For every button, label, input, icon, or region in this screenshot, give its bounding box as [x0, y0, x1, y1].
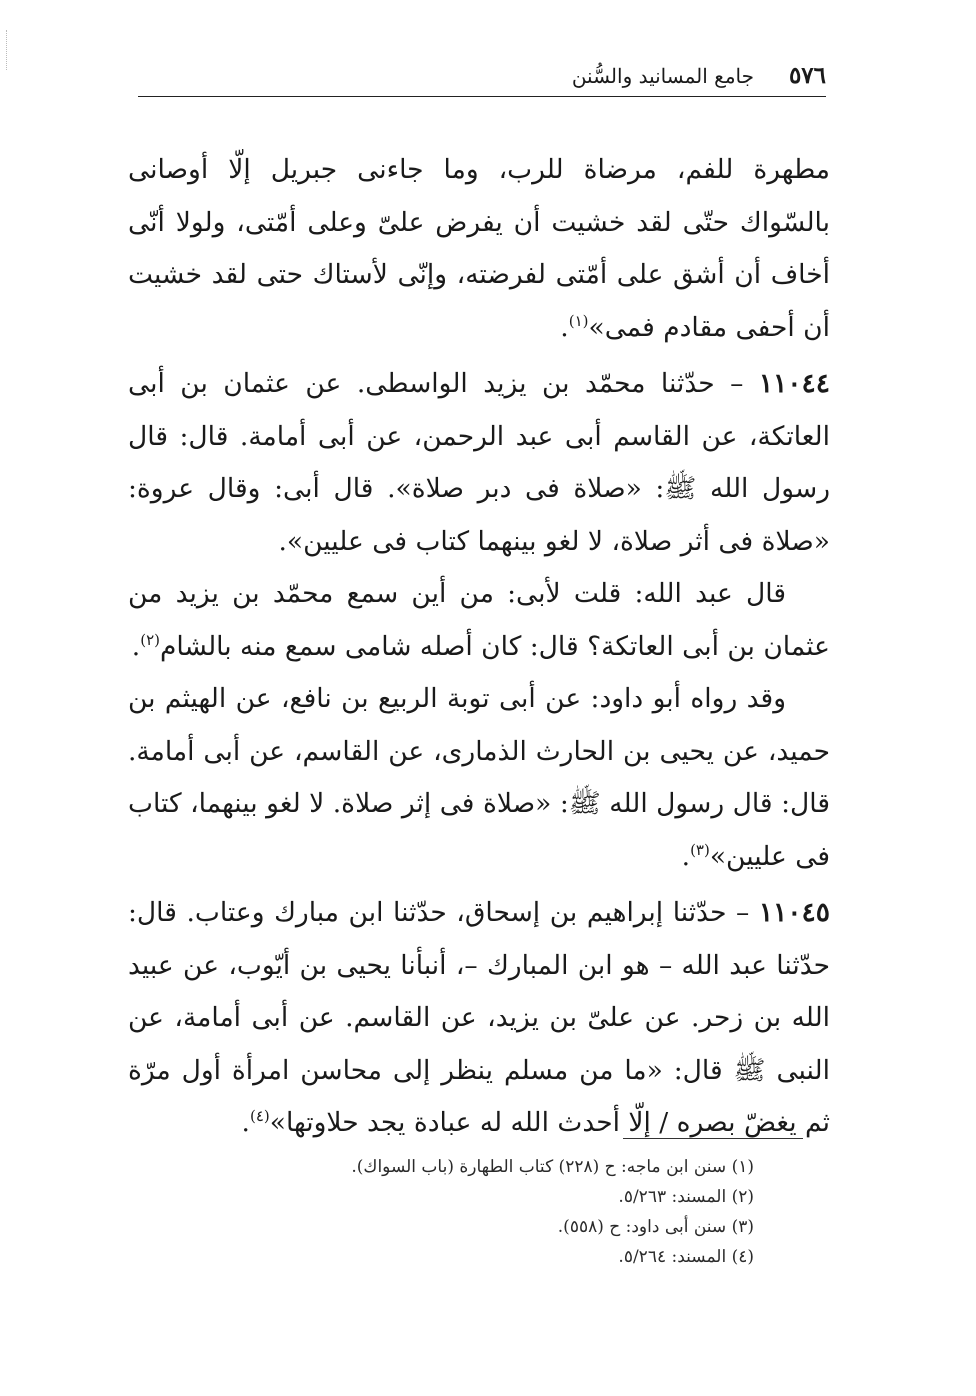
footnote-1: (١) سنن ابن ماجه: ح (٢٢٨) كتاب الطهارة (باب السواك).: [351, 1157, 754, 1177]
hadith-text: – حدّثنا إبراهيم بن إسحاق، حدّثنا ابن مبارك وعتاب. قال: حدّثنا عبد الله – هو ابن المبارك –، أنبأنا يحيى بن أيّوب، عن عبيد الله بن زحر. عن علىّ بن يزيد، عن القاسم. عن أبى أمامة، عن النبى ﷺ قال: «ما من مسلم ينظر إلى محاسن امرأة أول مرّة ثم يغضّ بصره / إلّا أحدث الله له عبادة يجد حلاوتها»: [128, 897, 830, 1138]
footnote-ref-4: (٤): [249, 1107, 270, 1126]
end-dot: .: [131, 630, 141, 662]
page-number: ٥٧٦: [788, 62, 826, 89]
main-text: [128, 144, 830, 1150]
running-title: جامع المسانيد والسُّنن: [571, 64, 754, 88]
hadith-11044: [128, 358, 830, 568]
footnote-ref-3: (٣): [690, 840, 710, 859]
footnote-ref-1: (١): [568, 311, 589, 330]
end-dot: .: [681, 840, 691, 872]
footnotes: [154, 1152, 754, 1272]
paragraph-text: قال عبد الله: قلت لأبى: من أين سمع محمّد بن يزيد من عثمان بن أبى العاتكة؟ قال: كان أصله شامى سمع منه بالشام: [128, 578, 830, 662]
hadith-text: – حدّثنا محمّد بن يزيد الواسطى. عن عثمان بن أبى العاتكة، عن القاسم أبى عبد الرحمن، عن أبى أمامة. قال: قال رسول الله ﷺ: «صلاة فى دبر صلاة». قال أبى: وقال عروة: «صلاة فى أثر صلاة، لا لغو بينهما كتاب فى عليين».: [128, 368, 830, 557]
footnote-separator: [623, 1138, 803, 1139]
scan-gutter-mark: [6, 30, 8, 70]
paragraph-3: [128, 568, 830, 673]
footnote-ref-2: (٢): [140, 630, 160, 649]
footnote-4: (٤) المسند: ٥/٢٦٤.: [618, 1247, 754, 1267]
end-dot: .: [560, 311, 569, 343]
paragraph-1: [128, 144, 830, 354]
hadith-11045: [128, 887, 830, 1150]
paragraph-text: وقد رواه أبو داود: عن أبى توبة الربيع بن نافع، عن الهيثم بن حميد، عن يحيى بن الحارث الذمارى، عن القاسم، عن أبى أمامة. قال: قال رسول الله ﷺ: «صلاة فى إثر صلاة. لا لغو بينهما، كتاب فى عليين»: [128, 683, 830, 872]
paragraph-text: مطهرة للفم، مرضاة للرب، وما جاءنى جبريل إلّا أوصانى بالسّواك حتّى لقد خشيت أن يفرض علىّ وعلى أمّتى، ولولا أنّى أخاف أن أشق على أمّتى لفرضته، وإنّى لأستاك حتى لقد خشيت أن أحفى مقادم فمى»: [128, 154, 830, 343]
end-dot: .: [241, 1107, 250, 1138]
paragraph-4: [128, 673, 830, 883]
footnote-3: (٣) سنن أبى داود: ح (٥٥٨).: [557, 1217, 754, 1237]
hadith-number: ١١٠٤٥: [758, 897, 830, 928]
hadith-number: ١١٠٤٤: [758, 368, 830, 399]
page-header: [138, 62, 826, 97]
footnote-2: (٢) المسند: ٥/٢٦٣.: [618, 1187, 754, 1207]
